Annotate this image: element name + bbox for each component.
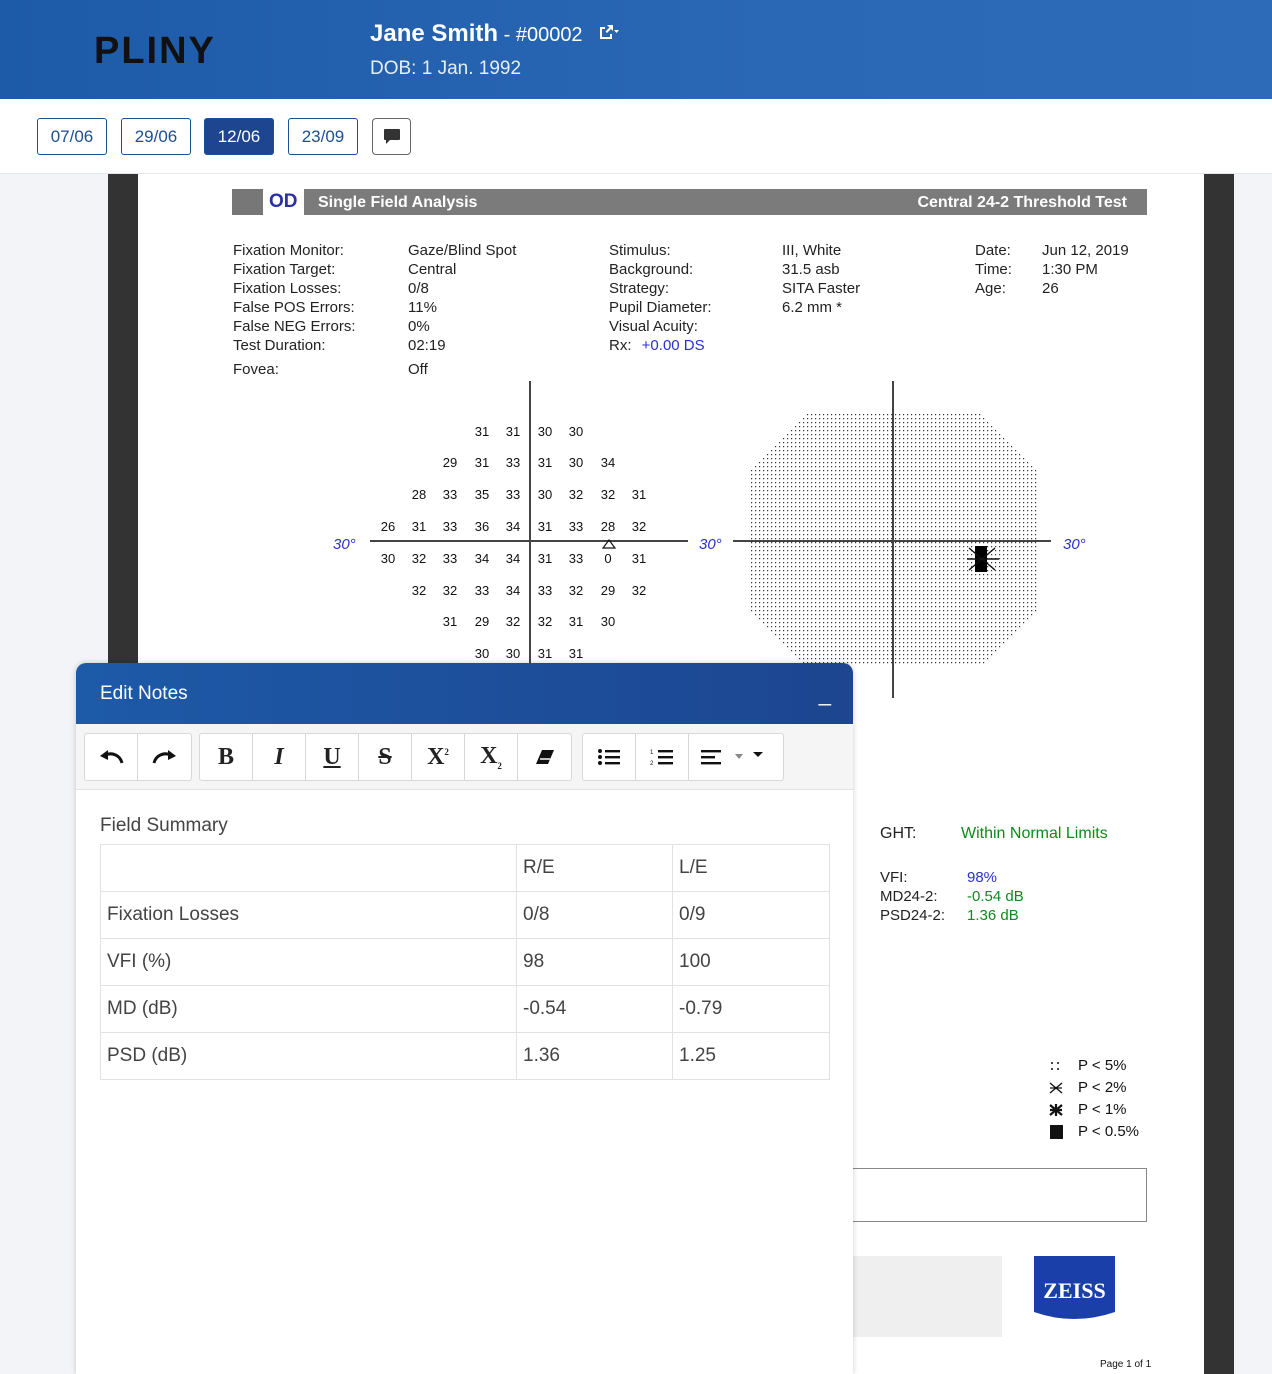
strikethrough-icon: S <box>378 743 392 770</box>
legend-item <box>1048 1077 1139 1099</box>
threshold-value: 32 <box>411 551 427 566</box>
blind-spot-triangle-icon <box>602 539 616 549</box>
threshold-value: 31 <box>411 519 427 534</box>
edit-notes-header[interactable] <box>76 663 853 724</box>
threshold-value: 31 <box>537 519 553 534</box>
threshold-value: 31 <box>474 424 490 439</box>
threshold-value: 31 <box>568 614 584 629</box>
edit-notes-title: Edit Notes <box>100 683 188 704</box>
table-cell: -0.79 <box>673 986 830 1033</box>
threshold-value: 31 <box>568 646 584 661</box>
field-summary-table <box>100 844 830 1080</box>
threshold-value: 30 <box>505 646 521 661</box>
p2-symbol-icon <box>1048 1081 1064 1095</box>
threshold-value: 32 <box>631 519 647 534</box>
redo-button[interactable] <box>138 734 191 780</box>
minimize-button[interactable]: _ <box>818 681 831 706</box>
index-label: VFI: <box>880 869 908 886</box>
info-value: 26 <box>1042 280 1059 297</box>
index-value-md: -0.54 dB <box>967 888 1024 905</box>
align-icon <box>701 748 771 766</box>
table-header-cell: L/E <box>673 845 830 892</box>
threshold-value: 30 <box>474 646 490 661</box>
threshold-value: 31 <box>505 424 521 439</box>
underline-button[interactable] <box>306 734 359 780</box>
info-label: Time: <box>975 261 1012 278</box>
page-number: Page 1 of 1 <box>1100 1359 1152 1370</box>
table-row <box>101 939 830 986</box>
italic-icon: I <box>274 743 284 770</box>
threshold-value: 31 <box>474 455 490 470</box>
undo-icon <box>98 749 124 765</box>
threshold-value: 32 <box>568 487 584 502</box>
threshold-value: 33 <box>505 455 521 470</box>
table-cell: 98 <box>517 939 673 986</box>
list-group <box>582 733 784 781</box>
align-dropdown[interactable] <box>689 734 783 780</box>
threshold-value: 36 <box>474 519 490 534</box>
threshold-value: 29 <box>600 583 616 598</box>
clear-format-button[interactable] <box>518 734 571 780</box>
redo-icon <box>152 749 178 765</box>
threshold-value: 33 <box>568 551 584 566</box>
table-row <box>101 892 830 939</box>
threshold-value: 29 <box>474 614 490 629</box>
threshold-value: 34 <box>505 551 521 566</box>
bold-button[interactable] <box>200 734 253 780</box>
p5-symbol-icon <box>1048 1059 1064 1073</box>
bullet-list-icon <box>597 748 621 766</box>
history-group <box>84 733 192 781</box>
info-col2-labels <box>609 241 712 355</box>
italic-button[interactable] <box>253 734 306 780</box>
date-tab-1206[interactable]: 12/06 <box>204 118 274 155</box>
threshold-value: 32 <box>411 583 427 598</box>
eye-marker <box>232 189 263 215</box>
threshold-value: 30 <box>537 487 553 502</box>
info-label: Fixation Losses: <box>233 280 342 297</box>
info-value: 31.5 asb <box>782 261 840 278</box>
comment-icon <box>383 128 401 145</box>
table-cell: MD (dB) <box>101 986 517 1033</box>
threshold-value: 32 <box>631 583 647 598</box>
probability-legend <box>1048 1055 1139 1143</box>
info-label: Date: <box>975 242 1011 259</box>
bold-icon: B <box>217 743 234 770</box>
report-title: Single Field Analysis <box>318 194 478 211</box>
zeiss-logo-text: ZEISS <box>1043 1278 1106 1303</box>
superscript-icon: $X^2$ <box>427 743 449 770</box>
date-tab-0706[interactable]: 07/06 <box>37 118 107 155</box>
info-label: Fixation Target: <box>233 261 336 278</box>
info-label: Strategy: <box>609 280 670 297</box>
threshold-value: 28 <box>600 519 616 534</box>
threshold-value: 31 <box>631 487 647 502</box>
threshold-value: 33 <box>442 551 458 566</box>
subscript-icon: $X_2$ <box>480 743 502 771</box>
threshold-value: 31 <box>537 551 553 566</box>
threshold-value: 32 <box>537 614 553 629</box>
numbered-list-icon <box>650 748 674 766</box>
threshold-value: 33 <box>474 583 490 598</box>
threshold-value: 34 <box>600 455 616 470</box>
patient-id: - #00002 <box>498 24 583 46</box>
info-label: False NEG Errors: <box>233 318 356 335</box>
threshold-axis-horizontal <box>370 540 688 542</box>
threshold-value: 32 <box>568 583 584 598</box>
subscript-button[interactable] <box>465 734 518 780</box>
info-label: Stimulus: <box>609 242 671 259</box>
threshold-value: 33 <box>537 583 553 598</box>
threshold-deg-right: 30° <box>699 536 722 553</box>
legend-item <box>1048 1055 1139 1077</box>
date-tab-2906[interactable]: 29/06 <box>121 118 191 155</box>
threshold-value: 35 <box>474 487 490 502</box>
zeiss-logo <box>1034 1256 1115 1337</box>
info-value: 02:19 <box>408 337 446 354</box>
table-cell: Fixation Losses <box>101 892 517 939</box>
report-title-bar <box>304 189 1147 215</box>
index-label: PSD24-2: <box>880 907 946 924</box>
interpretation-box <box>853 1168 1147 1222</box>
grayscale-plot <box>733 410 1053 670</box>
ght-label: GHT: <box>880 825 917 842</box>
app-logo[interactable]: PLINY <box>94 30 216 72</box>
threshold-value: 31 <box>537 646 553 661</box>
superscript-button[interactable] <box>412 734 465 780</box>
threshold-value: 30 <box>380 551 396 566</box>
threshold-value: 33 <box>568 519 584 534</box>
svg-text:1: 1 <box>650 750 654 756</box>
threshold-value: 31 <box>442 614 458 629</box>
eye-label: OD <box>269 191 298 212</box>
threshold-value: 30 <box>568 424 584 439</box>
info-col1-labels <box>233 241 356 379</box>
table-header-row <box>101 845 830 892</box>
info-col3-values <box>1042 241 1129 298</box>
legend-label: P < 5% <box>1078 1057 1127 1074</box>
legend-label: P < 2% <box>1078 1079 1127 1096</box>
info-value: 0/8 <box>408 280 429 297</box>
info-value: 1:30 PM <box>1042 261 1098 278</box>
format-group <box>199 733 572 781</box>
undo-button[interactable] <box>85 734 138 780</box>
info-value: 6.2 mm * <box>782 299 843 316</box>
threshold-value: 26 <box>380 519 396 534</box>
threshold-value: 30 <box>568 455 584 470</box>
legend-item <box>1048 1121 1139 1143</box>
threshold-value: 31 <box>631 551 647 566</box>
indices-values <box>967 868 1024 925</box>
threshold-value: 28 <box>411 487 427 502</box>
threshold-value: 34 <box>474 551 490 566</box>
indices-labels <box>880 868 945 925</box>
info-label: Fovea: <box>233 361 279 378</box>
table-header-cell <box>101 845 517 892</box>
threshold-value: 33 <box>505 487 521 502</box>
threshold-value: 34 <box>505 583 521 598</box>
info-value: Off <box>408 361 428 378</box>
external-link-icon[interactable] <box>597 23 619 46</box>
table-row <box>101 986 830 1033</box>
info-label: Visual Acuity: <box>609 318 698 335</box>
ght-value: Within Normal Limits <box>961 825 1108 842</box>
info-value: 11% <box>408 299 437 316</box>
info-label: Pupil Diameter: <box>609 299 712 316</box>
threshold-value: 32 <box>600 487 616 502</box>
info-value: 0% <box>408 318 430 335</box>
table-cell: VFI (%) <box>101 939 517 986</box>
date-tab-2309[interactable]: 23/09 <box>288 118 358 155</box>
threshold-value: 29 <box>442 455 458 470</box>
index-value-vfi: 98% <box>967 869 998 886</box>
legend-label: P < 1% <box>1078 1101 1127 1118</box>
legend-label: P < 0.5% <box>1078 1123 1140 1140</box>
comment-button[interactable] <box>372 118 411 155</box>
table-cell: 100 <box>673 939 830 986</box>
grayscale-deg-right: 30° <box>1063 536 1086 553</box>
table-header-cell: R/E <box>517 845 673 892</box>
info-label: Background: <box>609 261 694 278</box>
threshold-value: 31 <box>537 455 553 470</box>
strikethrough-button[interactable] <box>359 734 412 780</box>
info-value: +0.00 DS <box>641 337 705 354</box>
info-label: Rx: <box>609 337 632 354</box>
info-col3-labels <box>975 241 1012 298</box>
table-cell: 0/9 <box>673 892 830 939</box>
table-cell: -0.54 <box>517 986 673 1033</box>
info-label: Age: <box>975 280 1006 297</box>
numbered-list-button[interactable] <box>636 734 689 780</box>
ght-row <box>880 824 1108 843</box>
info-col1-values <box>408 241 516 379</box>
table-cell: 1.36 <box>517 1033 673 1080</box>
table-cell: 0/8 <box>517 892 673 939</box>
info-label: False POS Errors: <box>233 299 355 316</box>
info-value: III, White <box>782 242 842 259</box>
patient-name-text: Jane Smith <box>370 20 499 47</box>
grayscale-dots <box>751 414 1036 663</box>
threshold-value: 0 <box>604 551 612 566</box>
field-summary-title: Field Summary <box>100 815 228 836</box>
table-cell: PSD (dB) <box>101 1033 517 1080</box>
info-value: SITA Faster <box>782 280 861 297</box>
rich-text-toolbar <box>76 724 853 790</box>
info-value: Jun 12, 2019 <box>1042 242 1129 259</box>
threshold-value: 32 <box>442 583 458 598</box>
rx-row <box>609 336 712 355</box>
table-row <box>101 1033 830 1080</box>
index-label: MD24-2: <box>880 888 938 905</box>
info-col2-values <box>782 241 860 317</box>
bullet-list-button[interactable] <box>583 734 636 780</box>
legend-item <box>1048 1099 1139 1121</box>
threshold-value: 30 <box>537 424 553 439</box>
info-value: Gaze/Blind Spot <box>408 242 517 259</box>
info-label: Fixation Monitor: <box>233 242 344 259</box>
threshold-deg-left: 30° <box>333 536 356 553</box>
underline-icon: U <box>323 743 341 770</box>
info-value: Central <box>408 261 457 278</box>
threshold-value: 33 <box>442 487 458 502</box>
svg-text:2: 2 <box>650 761 654 766</box>
patient-dob: DOB: 1 Jan. 1992 <box>370 58 522 79</box>
threshold-value: 32 <box>505 614 521 629</box>
threshold-value: 33 <box>442 519 458 534</box>
edit-notes-panel <box>76 663 853 1374</box>
app-header <box>0 0 1272 99</box>
threshold-value: 34 <box>505 519 521 534</box>
report-header-band <box>232 189 1147 215</box>
p05-symbol-icon <box>1048 1125 1064 1139</box>
info-label: Test Duration: <box>233 337 326 354</box>
patient-name[interactable] <box>370 20 619 48</box>
threshold-value: 30 <box>600 614 616 629</box>
p1-symbol-icon <box>1048 1103 1064 1117</box>
table-cell: 1.25 <box>673 1033 830 1080</box>
signature-box <box>853 1256 1002 1337</box>
visit-date-bar <box>0 99 1272 174</box>
index-value-psd: 1.36 dB <box>967 907 1019 924</box>
eraser-icon <box>535 749 555 765</box>
report-test-name: Central 24-2 Threshold Test <box>917 194 1127 211</box>
